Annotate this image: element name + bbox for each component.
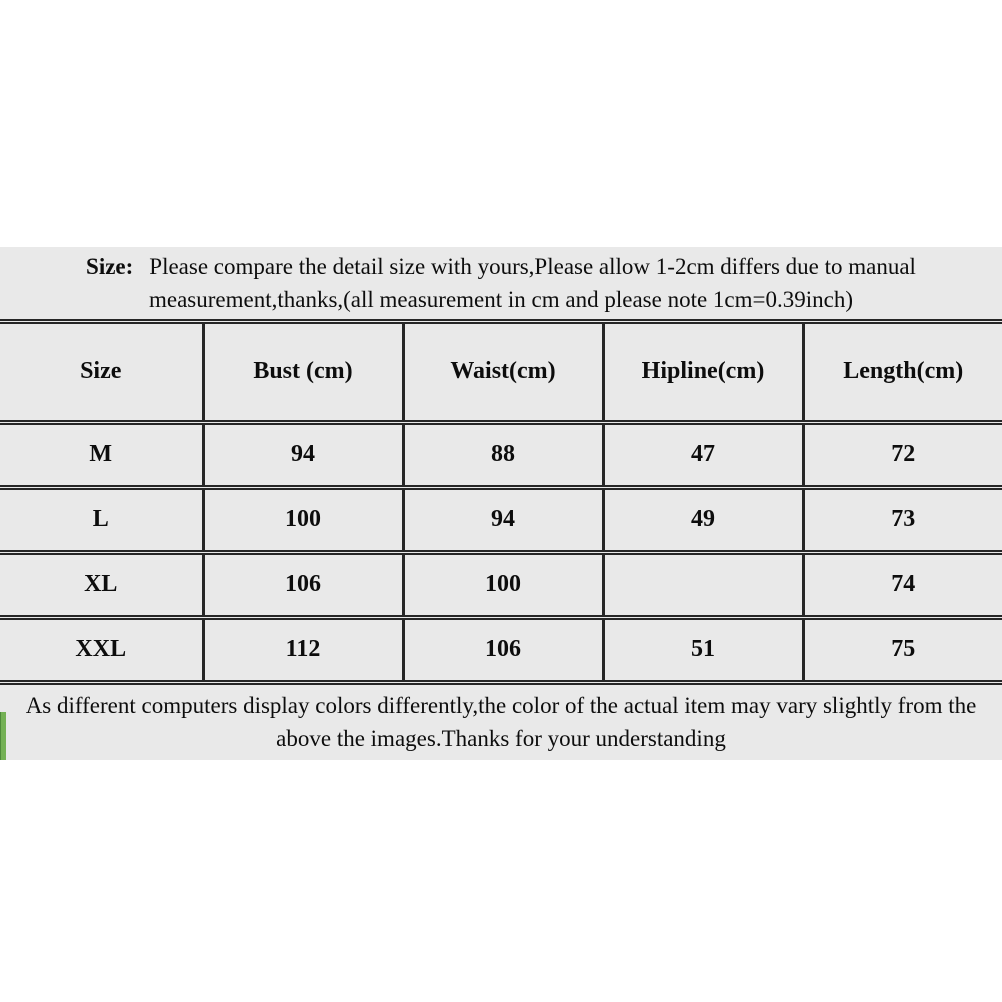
cell-waist: 100 [403,552,603,617]
cell-length: 72 [803,422,1002,487]
cell-hipline: 51 [603,617,803,682]
cell-hipline-empty [603,552,803,617]
table-row-xxl [0,617,1002,682]
size-note-text: Please compare the detail size with yours,Please allow 1-2cm differs due to manual [149,253,916,279]
size-note-line-1 [0,250,1002,283]
size-table [0,247,1002,760]
column-header-hipline: Hipline(cm) [603,321,803,422]
cell-length: 73 [803,487,1002,552]
size-note [0,247,1002,321]
disclaimer-line-2: above the images.Thanks for your understanding [276,726,726,752]
table-row-l [0,487,1002,552]
cell-size-label: XXL [0,617,203,682]
cell-waist: 88 [403,422,603,487]
green-accent-strip [0,712,6,760]
cell-waist: 106 [403,617,603,682]
disclaimer-row [0,682,1002,760]
column-header-waist: Waist(cm) [403,321,603,422]
cell-bust: 112 [203,617,403,682]
column-header-size: Size [0,321,203,422]
cell-bust: 100 [203,487,403,552]
cell-length: 75 [803,617,1002,682]
cell-bust: 94 [203,422,403,487]
size-note-row [0,247,1002,321]
disclaimer-line-1: As different computers display colors differently,the color of the actual item may vary slightly from the [25,693,977,719]
cell-size-label: M [0,422,203,487]
size-note-label: Size: [86,253,134,279]
cell-hipline: 49 [603,487,803,552]
cell-size-label: L [0,487,203,552]
cell-size-label: XL [0,552,203,617]
size-note-line-2: measurement,thanks,(all measurement in cm and please note 1cm=0.39inch) [148,286,853,312]
cell-waist: 94 [403,487,603,552]
table-row-xl [0,552,1002,617]
size-chart-panel [0,247,1002,760]
color-disclaimer [0,682,1002,760]
table-row-m [0,422,1002,487]
column-header-length: Length(cm) [803,321,1002,422]
column-header-bust: Bust (cm) [203,321,403,422]
cell-bust: 106 [203,552,403,617]
cell-length: 74 [803,552,1002,617]
table-header-row [0,321,1002,422]
cell-hipline: 47 [603,422,803,487]
